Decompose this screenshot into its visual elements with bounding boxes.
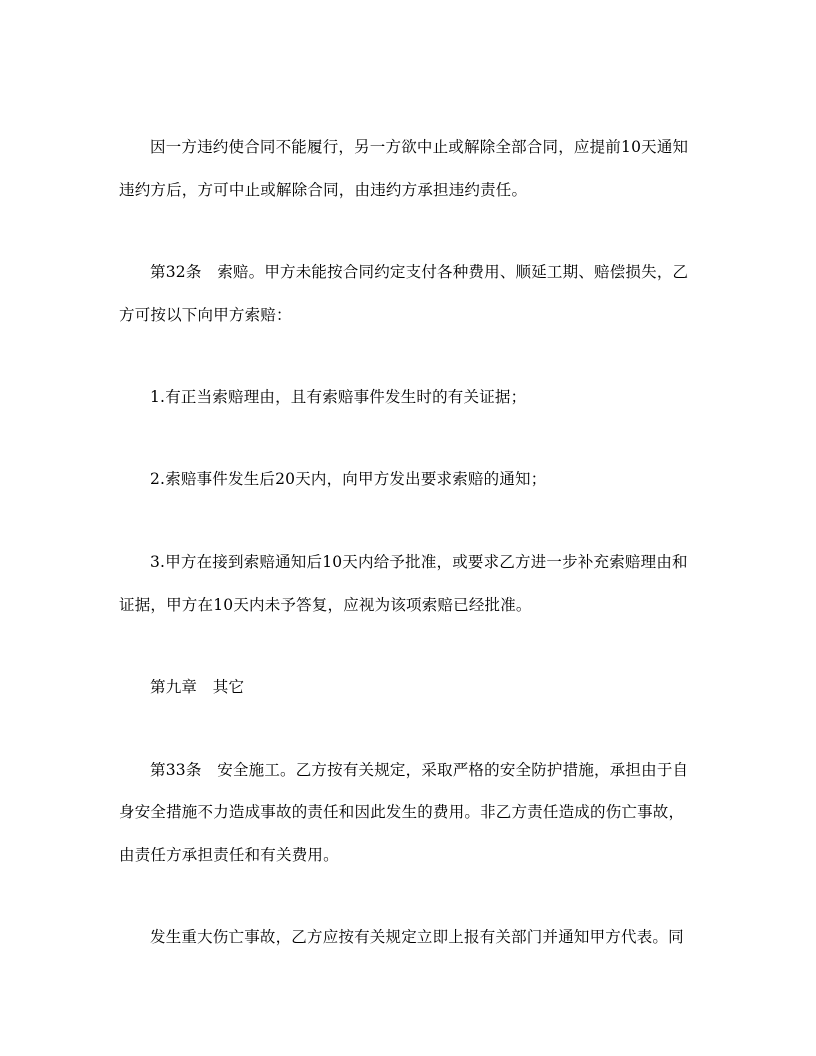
claim-condition-1: 1.有正当索赔理由，且有索赔事件发生时的有关证据； xyxy=(150,388,527,406)
article-33-line-2: 身安全措施不力造成事故的责任和因此发生的费用。非乙方责任造成的伤亡事故， xyxy=(119,803,685,821)
accident-paragraph-line-1: 发生重大伤亡事故，乙方应按有关规定立即上报有关部门并通知甲方代表。同 xyxy=(150,928,684,946)
article-32-line-1: 第32条 索赔。甲方未能按合同约定支付各种费用、顺延工期、赔偿损失，乙 xyxy=(150,263,689,281)
article-32-line-2: 方可按以下向甲方索赔： xyxy=(119,306,292,324)
claim-condition-3-line-1: 3.甲方在接到索赔通知后10天内给予批准，或要求乙方进一步补充索赔理由和 xyxy=(150,553,688,571)
paragraph-1-line-2: 违约方后，方可中止或解除合同，由违约方承担违约责任。 xyxy=(119,181,528,199)
paragraph-1-line-1: 因一方违约使合同不能履行，另一方欲中止或解除全部合同，应提前10天通知 xyxy=(150,138,689,156)
claim-condition-2: 2.索赔事件发生后20天内，向甲方发出要求索赔的通知； xyxy=(150,470,547,488)
article-33-line-1: 第33条 安全施工。乙方按有关规定，采取严格的安全防护措施，承担由于自 xyxy=(150,761,689,779)
chapter-9-heading: 第九章 其它 xyxy=(150,678,245,696)
claim-condition-3-line-2: 证据，甲方在10天内未予答复，应视为该项索赔已经批准。 xyxy=(119,596,532,614)
article-33-line-3: 由责任方承担责任和有关费用。 xyxy=(119,846,339,864)
